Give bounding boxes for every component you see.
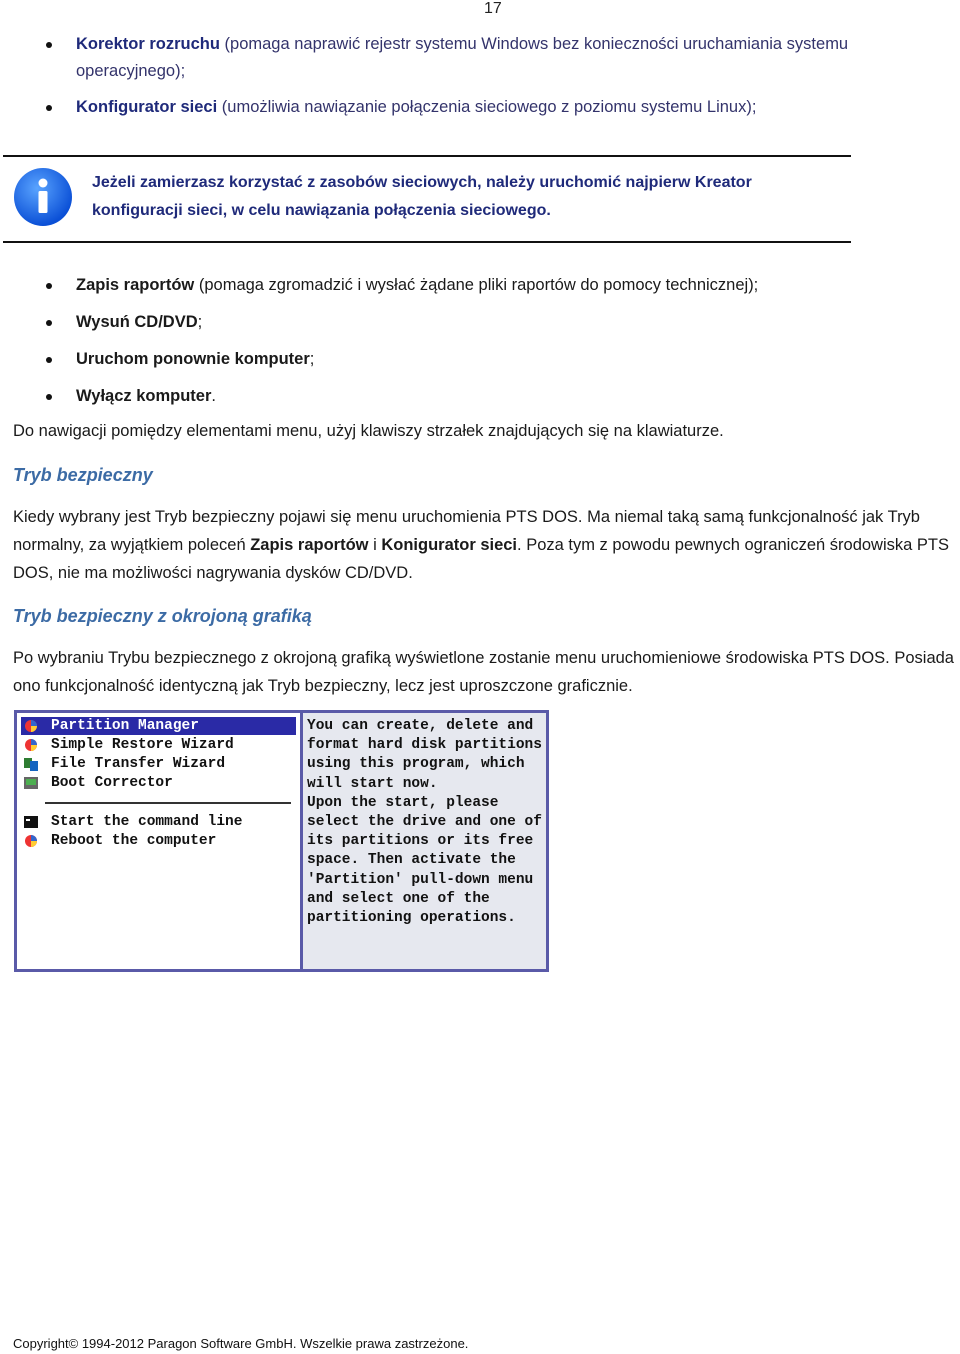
dos-menu-label: Start the command line <box>51 814 243 830</box>
text-span: Kiedy wybrany jest Tryb bezpieczny pojawi się menu uruchomienia PTS DOS. Ma niemal taką samą funkcjonalność jak Tryb normalny, za wyjątkiem poleceń <box>13 508 920 554</box>
bullet-icon <box>46 357 52 363</box>
command-line-icon <box>23 814 39 830</box>
item-text: . <box>211 387 216 405</box>
restore-icon <box>23 737 39 753</box>
item-text: (pomaga zgromadzić i wysłać żądane pliki raportów do pomocy technicznej); <box>194 276 759 294</box>
page-number: 17 <box>484 0 502 17</box>
reboot-icon <box>23 833 39 849</box>
list-item <box>0 346 960 373</box>
list-item <box>0 94 960 121</box>
dos-menu-divider <box>45 802 291 804</box>
dos-menu-item-reboot[interactable] <box>21 832 296 850</box>
item-title: Uruchom ponownie komputer <box>76 350 310 368</box>
text-span: . Poza tym z powodu pewnych ograniczeń środowiska PTS DOS, nie ma możliwości nagrywania dysków CD/DVD. <box>13 536 949 582</box>
top-bullet-list <box>0 31 960 121</box>
boot-corrector-icon <box>23 775 39 791</box>
item-text: ; <box>197 313 203 331</box>
bullet-icon <box>46 42 52 48</box>
bullet-icon <box>46 394 52 400</box>
dos-menu-item-file-transfer[interactable] <box>21 755 296 773</box>
list-item <box>0 383 960 410</box>
limited-graphics-paragraph: Po wybraniu Trybu bezpiecznego z okrojoną grafiką wyświetlone zostanie menu uruchomieniowe środowiska PTS DOS. Posiada ono funkcjonalność identyczną jak Tryb bezpieczny, lecz jest uproszczone graficznie. <box>13 649 954 695</box>
dos-description-panel <box>303 713 546 969</box>
footer-copyright: Copyright© 1994-2012 Paragon Software GmbH. Wszelkie prawa zastrzeżone. <box>13 1336 469 1351</box>
mid-bullet-list <box>0 272 960 420</box>
note-text: Jeżeli zamierzasz korzystać z zasobów sieciowych, należy uruchomić najpierw Kreator konfiguracji sieci, w celu nawiązania połączenia sieciowego. <box>92 174 752 219</box>
dos-menu-item-partition-manager[interactable] <box>21 717 296 735</box>
bullet-icon <box>46 320 52 326</box>
item-text: (umożliwia nawiązanie połączenia sieciowego z poziomu systemu Linux); <box>217 98 757 116</box>
dos-menu-label: Boot Corrector <box>51 775 173 791</box>
item-title: Wyłącz komputer <box>76 387 212 405</box>
bold-term: Konigurator sieci <box>381 536 518 554</box>
item-title: Korektor rozruchu <box>76 35 220 53</box>
dos-menu-panel <box>17 713 300 969</box>
section-heading-safe-mode: Tryb bezpieczny <box>13 465 153 485</box>
list-item <box>0 309 960 336</box>
dos-menu-item-boot-corrector[interactable] <box>21 774 296 792</box>
navigation-paragraph: Do nawigacji pomiędzy elementami menu, użyj klawiszy strzałek znajdujących się na klawiaturze. <box>13 422 724 440</box>
section-heading-limited-graphics: Tryb bezpieczny z okrojoną grafiką <box>13 606 312 626</box>
item-title: Konfigurator sieci <box>76 98 218 116</box>
item-title: Zapis raportów <box>76 276 195 294</box>
dos-menu-item-simple-restore[interactable] <box>21 736 296 754</box>
dos-menu-item-command-line[interactable] <box>21 813 296 831</box>
item-title: Wysuń CD/DVD <box>76 313 198 331</box>
list-item <box>0 272 960 299</box>
info-note <box>3 155 851 243</box>
safe-mode-paragraph <box>13 503 958 587</box>
bullet-icon <box>46 105 52 111</box>
dos-menu-label: Simple Restore Wizard <box>51 737 234 753</box>
file-transfer-icon <box>23 756 39 772</box>
item-text: ; <box>309 350 315 368</box>
text-span: i <box>368 536 382 554</box>
info-icon <box>13 167 73 227</box>
list-item <box>0 31 960 85</box>
pts-dos-menu-screenshot <box>14 710 549 972</box>
item-text: (pomaga naprawić rejestr systemu Windows bez konieczności uruchamiania systemu operacyjnego); <box>76 35 849 80</box>
dos-window <box>17 713 546 969</box>
partition-icon <box>23 718 39 734</box>
dos-menu-label: File Transfer Wizard <box>51 756 226 772</box>
dos-menu-label: Partition Manager <box>51 718 199 734</box>
bullet-icon <box>46 283 52 289</box>
dos-menu-label: Reboot the computer <box>51 833 217 849</box>
dos-description-text: You can create, delete and format hard disk partitions using this program, which will start now. Upon the start, please select the drive and one of its partitions or its free space. Then activate the 'Partition' pull-down menu and select one of the partitioning operations. <box>307 718 542 927</box>
bold-term: Zapis raportów <box>250 536 369 554</box>
